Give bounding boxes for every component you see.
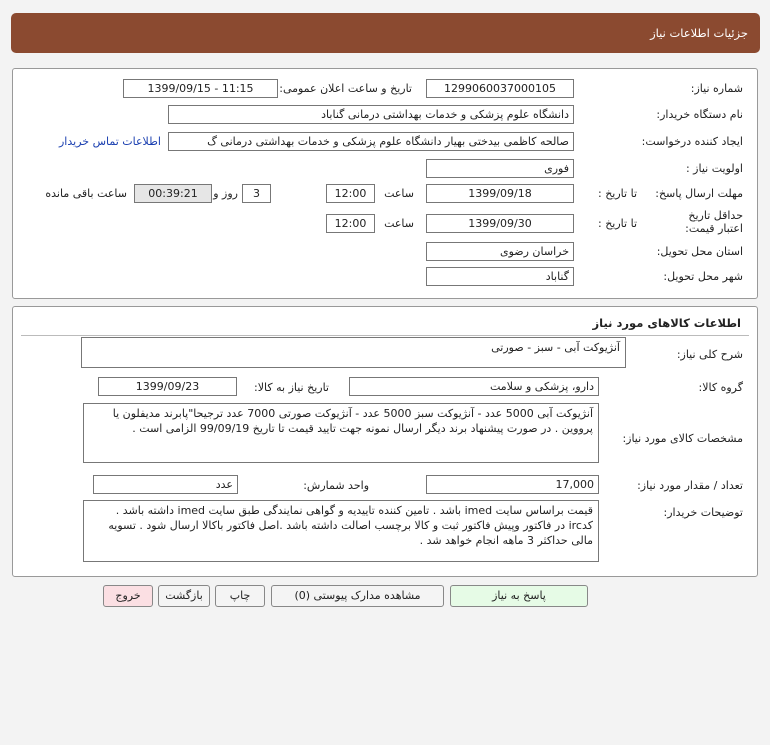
need-number-label: شماره نیاز: <box>690 82 743 95</box>
unit-field: عدد <box>93 475 238 494</box>
city-field: گناباد <box>426 267 574 286</box>
desc-field: آنژیوکت آبی - سبز - صورتی <box>81 337 626 368</box>
group-label: گروه کالا: <box>698 381 743 394</box>
back-button[interactable]: بازگشت <box>158 585 210 607</box>
deadline-time-label: ساعت <box>384 187 414 200</box>
need-info-panel <box>12 68 758 299</box>
deadline-label: مهلت ارسال پاسخ: <box>655 187 743 200</box>
qty-label: تعداد / مقدار مورد نیاز: <box>637 479 743 492</box>
need-date-field: 1399/09/23 <box>98 377 237 396</box>
creator-label: ایجاد کننده درخواست: <box>641 135 743 148</box>
page-title: جزئیات اطلاعات نیاز <box>650 26 748 40</box>
validity-label: حداقل تاریخ اعتبار قیمت: <box>685 209 743 235</box>
validity-date-field: 1399/09/30 <box>426 214 574 233</box>
need-number-field: 1299060037000105 <box>426 79 574 98</box>
province-label: استان محل تحویل: <box>656 245 743 258</box>
days-field: 3 <box>242 184 271 203</box>
priority-field: فوری <box>426 159 574 178</box>
validity-to-date-label: تا تاریخ : <box>598 217 637 230</box>
need-date-label: تاریخ نیاز به کالا: <box>254 381 329 394</box>
notes-label: توضیحات خریدار: <box>663 506 743 519</box>
exit-button[interactable]: خروج <box>103 585 153 607</box>
validity-time-field: 12:00 <box>326 214 375 233</box>
reply-button[interactable]: پاسخ به نیاز <box>450 585 588 607</box>
announce-label: تاریخ و ساعت اعلان عمومی: <box>279 82 412 95</box>
validity-time-label: ساعت <box>384 217 414 230</box>
spec-field: آنژیوکت آبی 5000 عدد - آنژیوکت سبز 5000 عدد - آنژیوکت صورتی 7000 عدد ترجیحا"پابرند مدیفلون یا پرووین . در صورت پیشنهاد برند دیگر ارسال نمونه جهت تایید قیمت تا تاریخ 99/09/19 الزامی است . <box>83 403 599 463</box>
attachments-button[interactable]: مشاهده مدارک پیوستی (0) <box>271 585 444 607</box>
creator-field: صالحه کاظمی بیدختی بهیار دانشگاه علوم پزشکی و خدمات بهداشتی درمانی گ <box>168 132 574 151</box>
days-label: روز و <box>213 187 238 200</box>
deadline-date-field: 1399/09/18 <box>426 184 574 203</box>
unit-label: واحد شمارش: <box>303 479 369 492</box>
print-button[interactable]: چاپ <box>215 585 265 607</box>
notes-field: قیمت براساس سایت imed باشد . تامین کننده تاییدیه و گواهی نمایندگی طبق سایت imed داشته باشد . کدirc در فاکتور وپیش فاکتور ثبت و کالا برچسب اصالت داشته باشد .اصل فاکتور باکالا ارسال شود . تسویه مالی حداکثر 3 ماهه انجام خواهد شد . <box>83 500 599 562</box>
buyer-org-field: دانشگاه علوم پزشکی و خدمات بهداشتی درمانی گناباد <box>168 105 574 124</box>
deadline-to-date-label: تا تاریخ : <box>598 187 637 200</box>
province-field: خراسان رضوی <box>426 242 574 261</box>
qty-field: 17,000 <box>426 475 599 494</box>
buyer-contact-link[interactable]: اطلاعات تماس خریدار <box>59 135 161 148</box>
deadline-time-field: 12:00 <box>326 184 375 203</box>
spec-label: مشخصات کالای مورد نیاز: <box>622 432 743 445</box>
remaining-time-field: 00:39:21 <box>134 184 212 203</box>
page-header <box>11 13 760 53</box>
buyer-org-label: نام دستگاه خریدار: <box>656 108 743 121</box>
section-divider <box>21 335 749 336</box>
announce-field: 1399/09/15 - 11:15 <box>123 79 278 98</box>
desc-label: شرح کلی نیاز: <box>676 348 743 361</box>
city-label: شهر محل تحویل: <box>663 270 743 283</box>
priority-label: اولویت نیاز : <box>685 162 743 175</box>
goods-section-title: اطلاعات کالاهای مورد نیاز <box>592 316 741 330</box>
remaining-label: ساعت باقی مانده <box>45 187 127 200</box>
group-field: دارو، پزشکی و سلامت <box>349 377 599 396</box>
goods-panel <box>12 306 758 577</box>
